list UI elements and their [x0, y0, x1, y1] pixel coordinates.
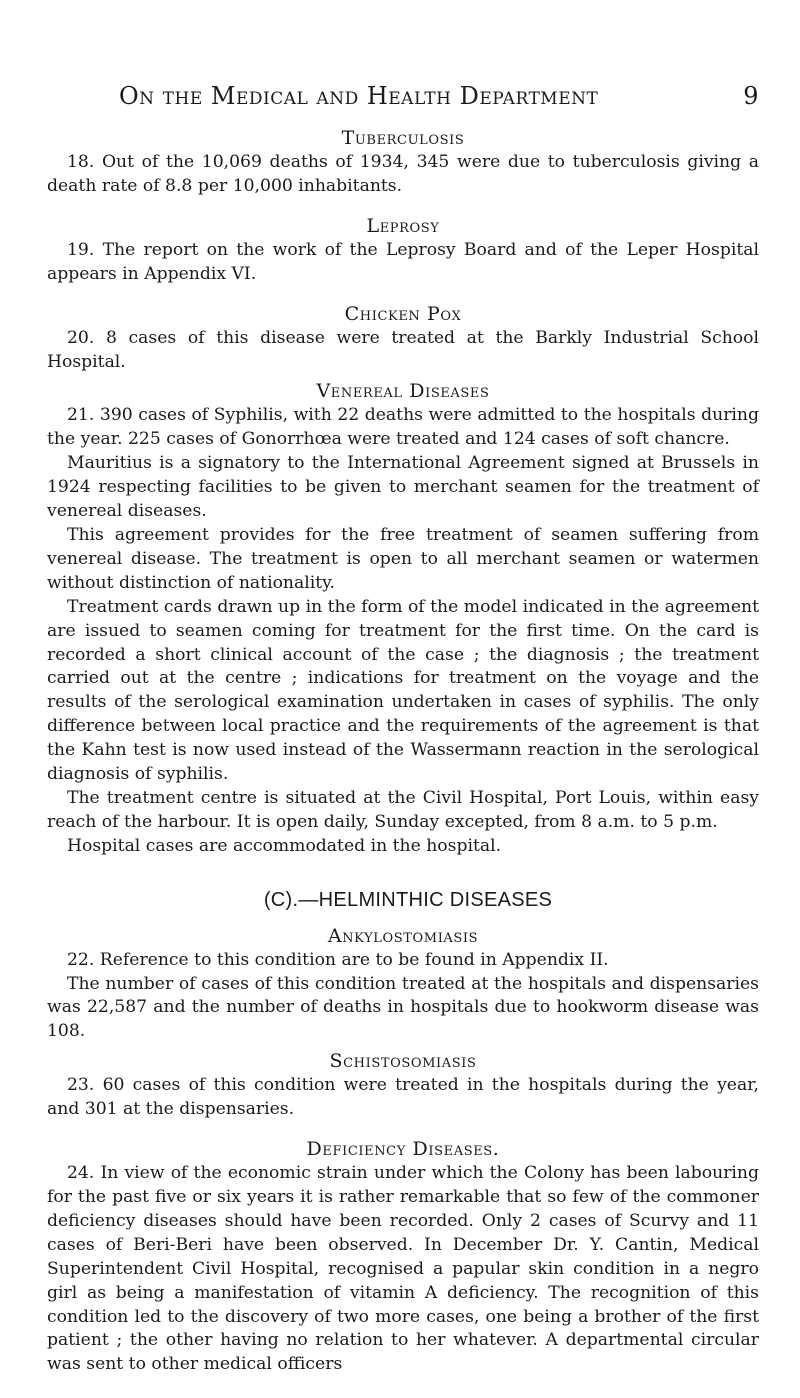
paragraph-18: 18. Out of the 10,069 deaths of 1934, 345 were due to tuberculosis giving a death rate of 8.8 per 10,000 inhabitants.: [47, 152, 759, 196]
paragraph-23: 23. 60 cases of this condition were treated in the hospitals during the year, and 301 at the dispensaries.: [47, 1075, 759, 1120]
paragraph-22: 22. Reference to this condition are to be found in Appendix II.: [67, 949, 609, 970]
paragraph-hospital-cases: Hospital cases are accommodated in the hospital.: [67, 835, 502, 856]
heading-helminthic-diseases: (C).—HELMINTHIC DISEASES: [263, 888, 553, 911]
paragraph-mauritius-agreement: Mauritius is a signatory to the International Agreement signed at Brussels in 1924 respecting facilities to be given to merchant seamen for the treatment of venereal diseases.: [47, 453, 759, 522]
paragraph-free-treatment: This agreement provides for the free treatment of seamen suffering from venereal disease. The treatment is open to all merchant seamen or watermen without distinction of nationality.: [47, 524, 759, 593]
paragraph-hookworm-cases: The number of cases of this condition treated at the hospitals and dispensaries was 22,587 and the number of deaths in hospitals due to hookworm disease was 108.: [47, 973, 759, 1042]
paragraph-treatment-centre: The treatment centre is situated at the Civil Hospital, Port Louis, within easy reach of the harbour. It is open daily, Sunday excepted, from 8 a.m. to 5 p.m.: [47, 787, 759, 832]
page-number: 9: [743, 82, 759, 110]
heading-deficiency-diseases: Deficiency Diseases.: [306, 1138, 500, 1161]
heading-schistosomiasis: Schistosomiasis: [329, 1050, 477, 1073]
heading-ankylostomiasis: Ankylostomiasis: [327, 924, 479, 947]
heading-tuberculosis: Tuberculosis: [341, 127, 465, 149]
running-head: [47, 82, 759, 120]
heading-chicken-pox: Chicken Pox: [344, 302, 462, 325]
paragraph-21: 21. 390 cases of Syphilis, with 22 deaths were admitted to the hospitals during the year. 225 cases of Gonorrhœa were treated and 124 cases of soft chancre.: [47, 405, 759, 450]
heading-venereal-diseases: Venereal Diseases: [316, 380, 490, 403]
paragraph-treatment-cards: Treatment cards drawn up in the form of the model indicated in the agreement are issued to seamen coming for treatment for the first time. On the card is recorded a short clinical account of the case ; the diagnosis ; the treatment carried out at the centre ; indications for treatment on the voyage and the results of the serological examination undertaken in cases of syphilis. The only difference between local practice and the requirements of the agreement is that the Kahn test is now used instead of the Wassermann reaction in the serological diagnosis of syphilis.: [47, 596, 759, 785]
paragraph-20: 20. 8 cases of this disease were treated at the Barkly Industrial School Hospital.: [47, 327, 759, 372]
paragraph-19: 19. The report on the work of the Leprosy Board and of the Leper Hospital appears in Appendix VI.: [47, 239, 759, 284]
paragraph-24: 24. In view of the economic strain under which the Colony has been labouring for the past five or six years it is rather remarkable that so few of the commoner deficiency diseases should have been recorded. Only 2 cases of Scurvy and 11 cases of Beri-Beri have been observed. In December Dr. Y. Cantin, Medical Superintendent Civil Hospital, recognised a papular skin condition in a negro girl as being a manifestation of vitamin A deficiency. The recognition of this condition led to the discovery of two more cases, one being a brother of the first patient ; the other having no relation to her whatever. A departmental circular was sent to other medical officers: [47, 1163, 759, 1375]
document-page: [47, 82, 759, 1377]
heading-leprosy: Leprosy: [366, 214, 440, 237]
running-head-title: On the Medical and Health Department: [119, 82, 599, 110]
